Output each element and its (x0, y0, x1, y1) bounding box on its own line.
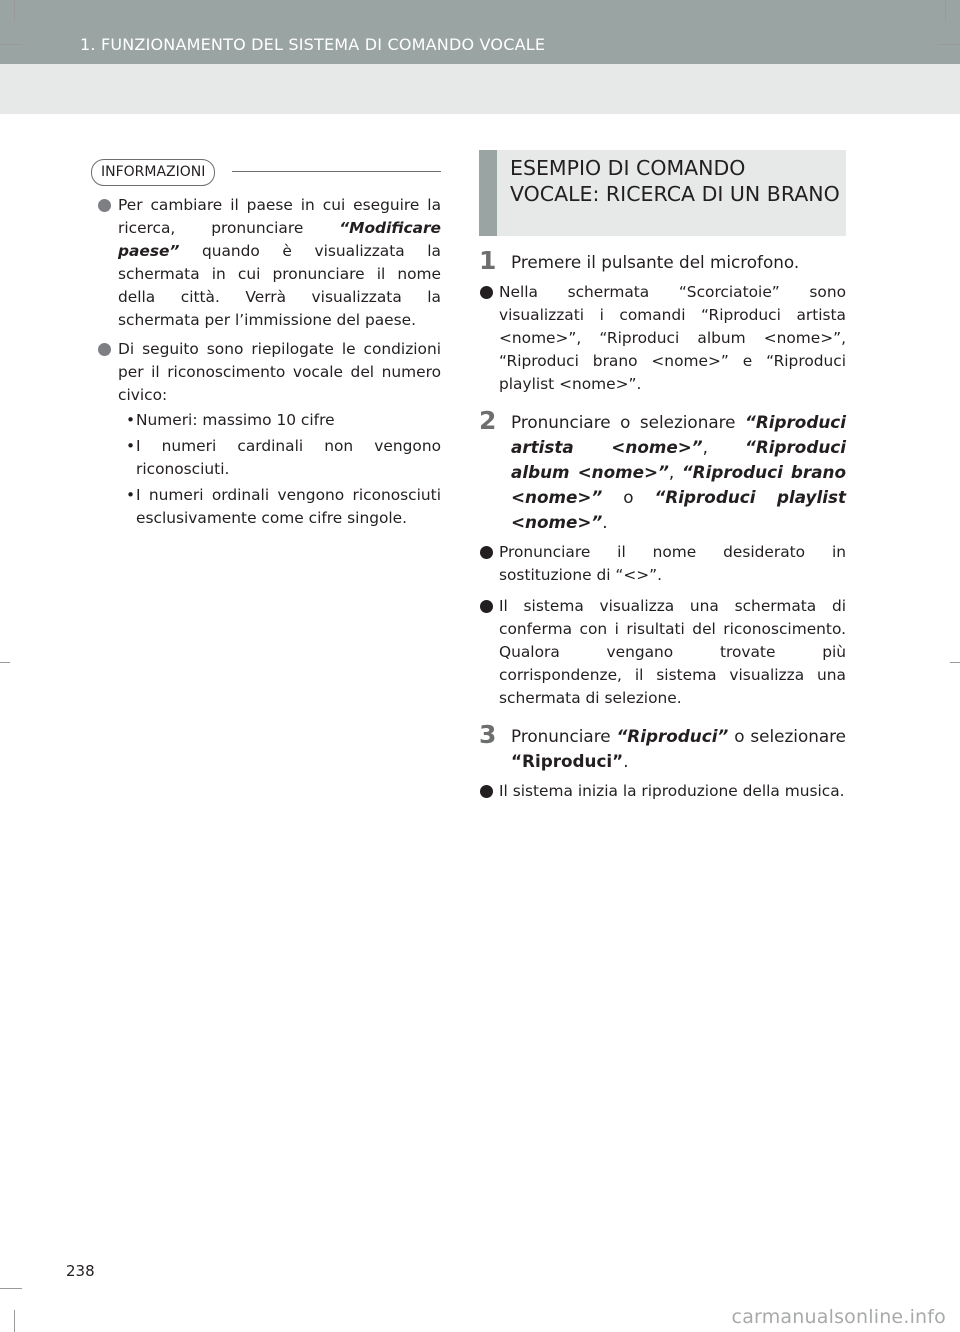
step-bullet: Il sistema visualizza una schermata di conferma con i risultati del riconoscimento. Qualora vengano trovate più corrispondenze, il sistema visualizza una schermata di selezione. (479, 595, 846, 710)
bullet-dot-icon (480, 286, 493, 299)
step-number: 1 (479, 246, 497, 275)
header-band (0, 0, 960, 64)
info-sub-item: • I numeri ordinali vengono riconosciuti esclusivamente come cifre singole. (126, 486, 441, 527)
bullet-dot-icon (98, 199, 111, 212)
crop-mark (0, 44, 22, 45)
step-2 (479, 406, 847, 535)
crop-mark (14, 1310, 15, 1332)
step-text: Pronunciare “Riproduci” o selezionare “Riproduci”. (511, 726, 846, 771)
bullet-dot-icon (480, 546, 493, 559)
step-3 (479, 720, 846, 774)
step-1 (479, 246, 846, 275)
step-number: 2 (479, 406, 497, 435)
step-text: Premere il pulsante del microfono. (511, 252, 800, 272)
header-sub-band (0, 64, 960, 114)
section-title: ESEMPIO DI COMANDO VOCALE: RICERCA DI UN BRANO (510, 156, 840, 206)
watermark: carmanualsonline.info (731, 1306, 946, 1328)
section-header (479, 150, 846, 236)
step-number: 3 (479, 720, 497, 749)
bullet-dot-icon (480, 785, 493, 798)
chapter-title: 1. FUNZIONAMENTO DEL SISTEMA DI COMANDO VOCALE (80, 35, 546, 54)
step-bullet: Il sistema inizia la riproduzione della musica. (479, 780, 846, 803)
step-bullet: Pronunciare il nome desiderato in sostituzione di “<>”. (479, 541, 846, 587)
info-bullet-emphasis: “Modificare paese” (118, 219, 441, 260)
page-number: 238 (66, 1262, 95, 1280)
info-bullet (98, 194, 441, 332)
info-divider (232, 171, 441, 172)
crop-mark (14, 0, 15, 22)
info-bullet-text: Per cambiare il paese in cui eseguire la ricerca, pronunciare “Modificare paese” quando è visualizzata la schermata in cui pronunciare il nome della città. Verrà visualizzata la schermata per l’immissione del paese. (118, 196, 441, 329)
crop-mark (950, 662, 960, 663)
step-bullet: Nella schermata “Scorciatoie” sono visualizzati i comandi “Riproduci artista <nome>”, “Riproduci album <nome>”, “Riproduci brano <nome>” e “Riproduci playlist <nome>”. (479, 281, 846, 396)
info-sub-item: • I numeri cardinali non vengono riconosciuti. (126, 437, 441, 478)
step-text: Pronunciare o selezionare “Riproduci artista <nome>”, “Riproduci album <nome>”, “Riproduci brano <nome>” o “Riproduci playlist <nome>”. (511, 412, 847, 532)
crop-mark (945, 0, 946, 22)
info-content (98, 194, 441, 536)
crop-mark (0, 662, 10, 663)
crop-mark (0, 1288, 22, 1289)
info-bullet (98, 338, 441, 530)
steps-content (479, 246, 847, 811)
info-badge: INFORMAZIONI (91, 159, 215, 186)
bullet-dot-icon (480, 600, 493, 613)
crop-mark (938, 44, 960, 45)
info-bullet-text: Di seguito sono riepilogate le condizioni per il riconoscimento vocale del numero civico: (118, 340, 441, 404)
bullet-dot-icon (98, 343, 111, 356)
section-accent-bar (479, 150, 497, 236)
info-sub-item: • Numeri: massimo 10 cifre (126, 411, 335, 429)
